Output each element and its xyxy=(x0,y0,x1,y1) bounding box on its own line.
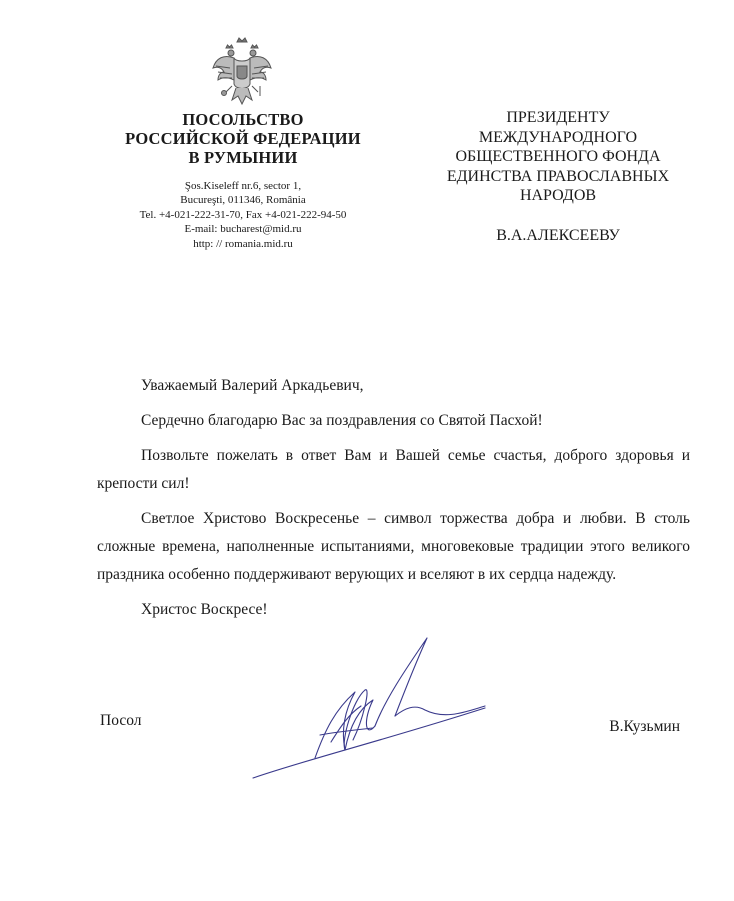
recipient-block xyxy=(430,108,686,245)
letter-paragraph: Светлое Христово Воскресенье – символ торжества добра и любви. В столь сложные времена, наполненные испытаниями, многовековые традиции этого великого праздника особенно поддерживают верующих и вселяют в их сердца надежду. xyxy=(97,510,690,583)
phone-fax-line: Tel. +4-021-222-31-70, Fax +4-021-222-94-50 xyxy=(139,208,347,221)
signatory-name: В.Кузьмин xyxy=(609,718,680,735)
letter-greeting: Уважаемый Валерий Аркадьевич, xyxy=(141,377,364,394)
double-headed-eagle-emblem-icon xyxy=(210,36,274,108)
recipient-name: В.А.АЛЕКСЕЕВУ xyxy=(496,226,620,244)
recipient-line: НАРОДОВ xyxy=(519,187,597,204)
sender-block xyxy=(108,110,378,251)
address-line: Bucureşti, 011346, România xyxy=(180,194,306,207)
recipient-line: ЕДИНСТВА ПРАВОСЛАВНЫХ xyxy=(446,167,670,185)
sender-title-line-3: В РУМЫНИИ xyxy=(188,148,298,167)
sender-title-line-2: РОССИЙСКОЙ ФЕДЕРАЦИИ xyxy=(125,129,361,148)
recipient-line: МЕЖДУНАРОДНОГО xyxy=(478,128,638,146)
recipient-line: ОБЩЕСТВЕННОГО ФОНДА xyxy=(455,148,661,165)
sender-title-line-1: ПОСОЛЬСТВО xyxy=(182,110,304,129)
address-line: Şos.Kiseleff nr.6, sector 1, xyxy=(184,180,302,192)
letter-body xyxy=(97,372,690,631)
email-line: E-mail: bucharest@mid.ru xyxy=(184,223,302,236)
handwritten-signature xyxy=(245,630,505,790)
letter-closing: Христос Воскресе! xyxy=(141,601,268,618)
letter-paragraph: Сердечно благодарю Вас за поздравления со Святой Пасхой! xyxy=(141,412,543,429)
sender-address xyxy=(108,179,378,251)
letter-paragraph: Позвольте пожелать в ответ Вам и Вашей семье счастья, доброго здоровья и крепости сил! xyxy=(97,447,690,492)
website-line: http: // romania.mid.ru xyxy=(193,237,293,250)
recipient-line: ПРЕЗИДЕНТУ xyxy=(506,109,610,126)
signatory-position: Посол xyxy=(100,712,142,729)
